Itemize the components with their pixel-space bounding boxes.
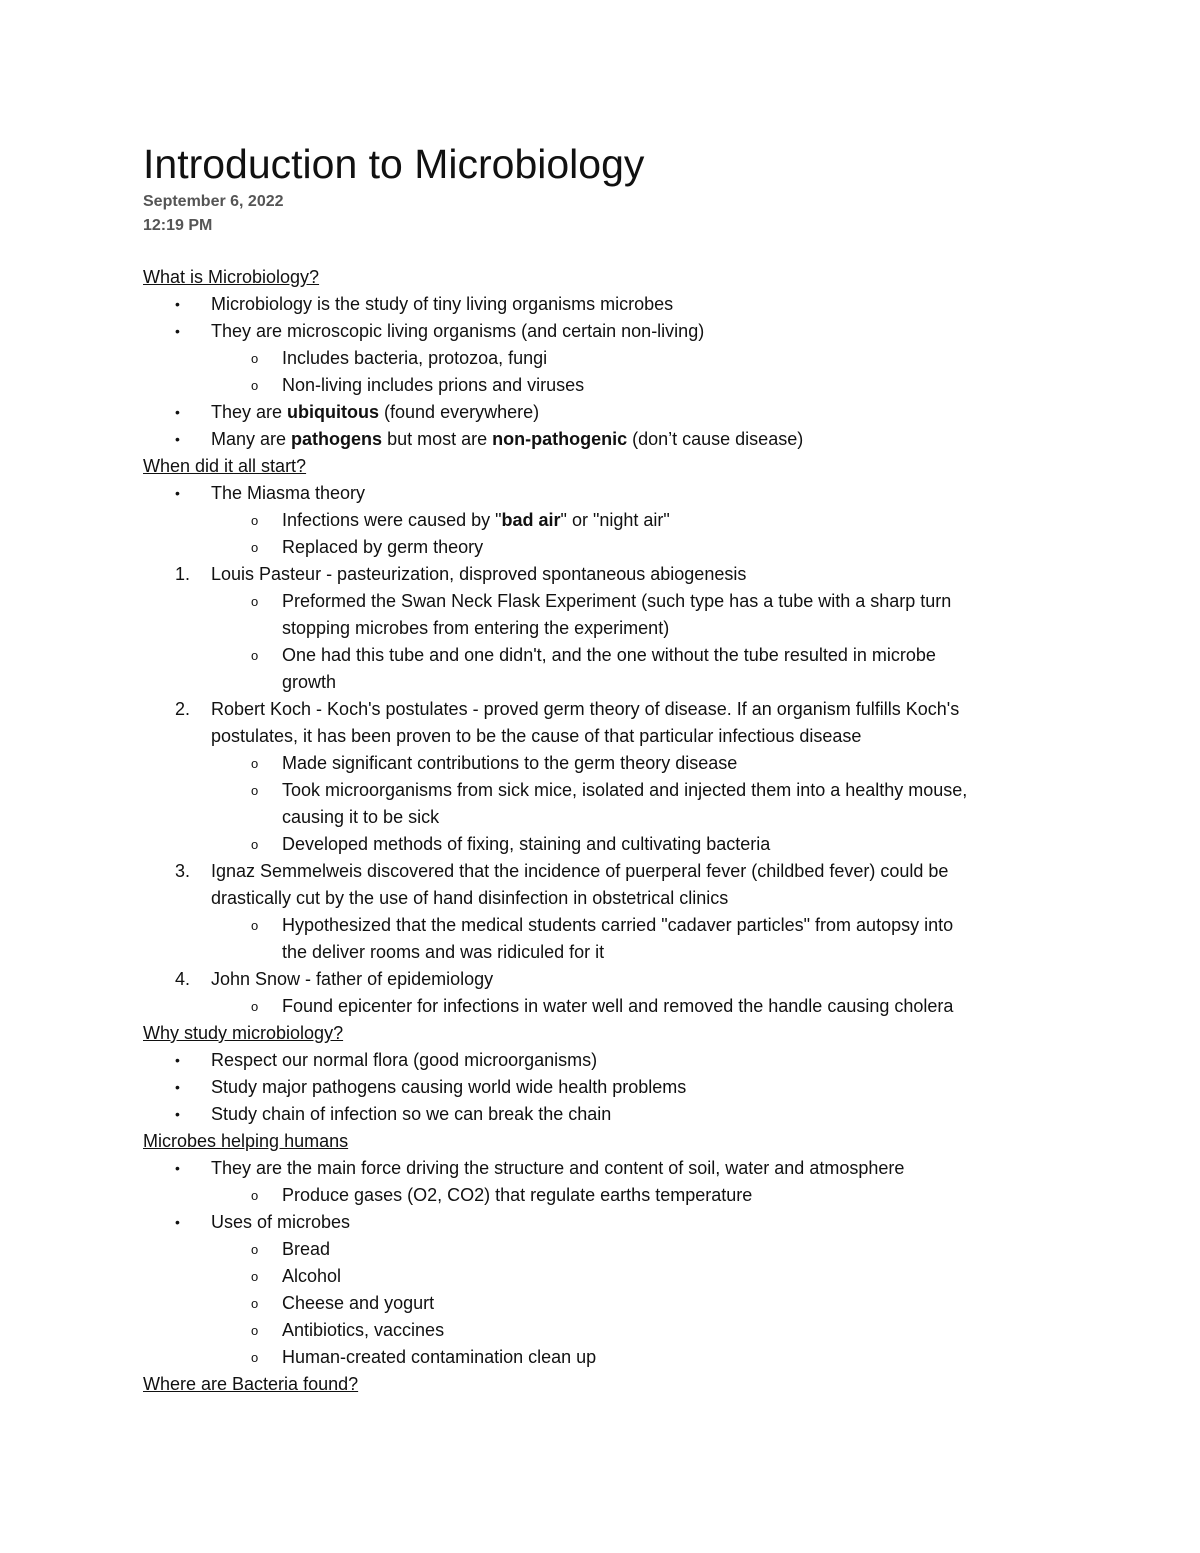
section-heading-when-did-it-start: When did it all start? xyxy=(143,456,307,476)
sub-list-item: o Made significant contributions to the germ theory disease xyxy=(143,750,1063,777)
note-date: September 6, 2022 xyxy=(143,193,284,210)
list-item: • Study chain of infection so we can break the chain xyxy=(143,1101,1063,1128)
document-page xyxy=(143,138,1063,1398)
numbered-item: 4. John Snow - father of epidemiology xyxy=(143,966,1063,993)
bullet-icon: • xyxy=(175,485,180,501)
list-number: 3. xyxy=(175,861,191,881)
list-item: • Many are pathogens but most are non-pathogenic (don’t cause disease) xyxy=(143,426,1063,453)
circle-bullet-icon: o xyxy=(251,999,259,1014)
circle-bullet-icon: o xyxy=(251,837,259,852)
bullet-icon: • xyxy=(175,323,180,339)
sub-list-item: o Preformed the Swan Neck Flask Experiment (such type has a tube with a sharp turn xyxy=(143,588,1063,615)
sub-list-item: o Antibiotics, vaccines xyxy=(143,1317,1063,1344)
bullet-icon: • xyxy=(175,296,180,312)
sub-list-item: o Produce gases (O2, CO2) that regulate earths temperature xyxy=(143,1182,1063,1209)
circle-bullet-icon: o xyxy=(251,1350,259,1365)
section-heading-microbes-helping-humans: Microbes helping humans xyxy=(143,1131,349,1151)
sub-list-item-continued: growth xyxy=(282,672,337,692)
list-item: • Respect our normal flora (good microorganisms) xyxy=(143,1047,1063,1074)
list-item: • They are the main force driving the structure and content of soil, water and atmosphere xyxy=(143,1155,1063,1182)
sub-list-item-continued: stopping microbes from entering the experiment) xyxy=(282,618,670,638)
sub-list-item: o Human-created contamination clean up xyxy=(143,1344,1063,1371)
circle-bullet-icon: o xyxy=(251,756,259,771)
circle-bullet-icon: o xyxy=(251,351,259,366)
sub-list-item: o Bread xyxy=(143,1236,1063,1263)
circle-bullet-icon: o xyxy=(251,1188,259,1203)
list-item: • Microbiology is the study of tiny living organisms microbes xyxy=(143,291,1063,318)
circle-bullet-icon: o xyxy=(251,918,259,933)
circle-bullet-icon: o xyxy=(251,1242,259,1257)
section-heading-where-are-bacteria-found: Where are Bacteria found? xyxy=(143,1374,359,1394)
numbered-item: 2. Robert Koch - Koch's postulates - proved germ theory of disease. If an organism fulfills Koch's xyxy=(143,696,1063,723)
numbered-item-continued: postulates, it has been proven to be the cause of that particular infectious disease xyxy=(211,726,862,746)
sub-list-item-continued: causing it to be sick xyxy=(282,807,440,827)
bullet-icon: • xyxy=(175,1214,180,1230)
numbered-item-continued: drastically cut by the use of hand disinfection in obstetrical clinics xyxy=(211,888,729,908)
circle-bullet-icon: o xyxy=(251,1269,259,1284)
sub-list-item: o Replaced by germ theory xyxy=(143,534,1063,561)
circle-bullet-icon: o xyxy=(251,513,259,528)
numbered-item: 1. Louis Pasteur - pasteurization, disproved spontaneous abiogenesis xyxy=(143,561,1063,588)
sub-list-item: o One had this tube and one didn't, and the one without the tube resulted in microbe xyxy=(143,642,1063,669)
list-item: • Study major pathogens causing world wide health problems xyxy=(143,1074,1063,1101)
note-time: 12:19 PM xyxy=(143,217,213,234)
circle-bullet-icon: o xyxy=(251,594,259,609)
page-title: Introduction to Microbiology xyxy=(143,141,645,187)
sub-list-item: o Took microorganisms from sick mice, isolated and injected them into a healthy mouse, xyxy=(143,777,1063,804)
list-number: 1. xyxy=(175,564,191,584)
circle-bullet-icon: o xyxy=(251,783,259,798)
circle-bullet-icon: o xyxy=(251,1323,259,1338)
circle-bullet-icon: o xyxy=(251,648,259,663)
sub-list-item-continued: the deliver rooms and was ridiculed for it xyxy=(282,942,605,962)
section-heading-why-study: Why study microbiology? xyxy=(143,1023,344,1043)
bullet-icon: • xyxy=(175,1052,180,1068)
bullet-icon: • xyxy=(175,431,180,447)
sub-list-item: o Cheese and yogurt xyxy=(143,1290,1063,1317)
list-number: 4. xyxy=(175,969,191,989)
bullet-icon: • xyxy=(175,404,180,420)
list-item: • The Miasma theory xyxy=(143,480,1063,507)
list-number: 2. xyxy=(175,699,191,719)
list-item: • Uses of microbes xyxy=(143,1209,1063,1236)
sub-list-item: o Includes bacteria, protozoa, fungi xyxy=(143,345,1063,372)
sub-list-item: o Developed methods of fixing, staining and cultivating bacteria xyxy=(143,831,1063,858)
circle-bullet-icon: o xyxy=(251,1296,259,1311)
spacer xyxy=(143,238,1063,264)
list-item: • They are microscopic living organisms (and certain non-living) xyxy=(143,318,1063,345)
section-heading-what-is-microbiology: What is Microbiology? xyxy=(143,267,320,287)
list-item: • They are ubiquitous (found everywhere) xyxy=(143,399,1063,426)
circle-bullet-icon: o xyxy=(251,378,259,393)
bullet-icon: • xyxy=(175,1160,180,1176)
bullet-icon: • xyxy=(175,1079,180,1095)
circle-bullet-icon: o xyxy=(251,540,259,555)
sub-list-item: o Found epicenter for infections in water well and removed the handle causing cholera xyxy=(143,993,1063,1020)
sub-list-item: o Non-living includes prions and viruses xyxy=(143,372,1063,399)
numbered-item: 3. Ignaz Semmelweis discovered that the incidence of puerperal fever (childbed fever) could be xyxy=(143,858,1063,885)
bullet-icon: • xyxy=(175,1106,180,1122)
sub-list-item: o Hypothesized that the medical students carried "cadaver particles" from autopsy into xyxy=(143,912,1063,939)
sub-list-item: o Alcohol xyxy=(143,1263,1063,1290)
sub-list-item: o Infections were caused by "bad air" or "night air" xyxy=(143,507,1063,534)
